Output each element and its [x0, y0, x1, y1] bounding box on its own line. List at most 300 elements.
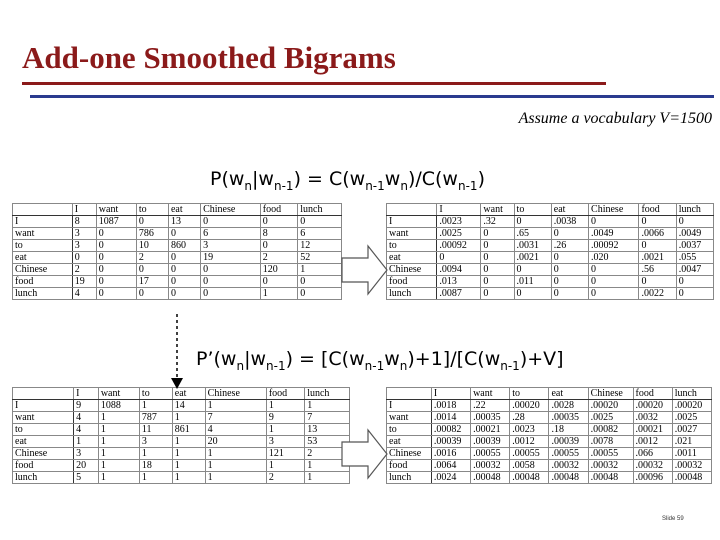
table-row [387, 288, 714, 300]
row-label: I [13, 400, 74, 412]
table-cell: .011 [514, 276, 551, 288]
row-label: want [387, 412, 432, 424]
table-cell: .0025 [437, 228, 481, 240]
title-rule [30, 95, 714, 98]
table-cell: 0 [201, 264, 261, 276]
table-cell: 8 [260, 228, 297, 240]
row-label: eat [13, 252, 73, 264]
table-cell: 1 [98, 448, 139, 460]
column-header: lunch [305, 388, 350, 400]
row-label: Chinese [387, 264, 437, 276]
table-cell: 2 [260, 252, 297, 264]
table-cell: 0 [481, 240, 514, 252]
table-cell: 2 [305, 448, 350, 460]
table-cell: 6 [298, 228, 342, 240]
table-cell: .0078 [588, 436, 633, 448]
table-cell: 0 [298, 288, 342, 300]
table-cell: 1 [172, 412, 205, 424]
table-cell: 1 [98, 460, 139, 472]
row-label: Chinese [13, 448, 74, 460]
table-cell: 0 [514, 216, 551, 228]
table-cell: .00032 [672, 460, 711, 472]
table-row [387, 276, 714, 288]
row-label: food [13, 276, 73, 288]
column-header: lunch [672, 388, 711, 400]
table-cell: 861 [172, 424, 205, 436]
table-cell: 19 [72, 276, 96, 288]
table-cell: .0064 [431, 460, 470, 472]
table-cell: 1088 [98, 400, 139, 412]
table-cell: .00032 [549, 460, 588, 472]
table-row [387, 228, 714, 240]
table-cell: 0 [589, 216, 639, 228]
table-row [387, 460, 712, 472]
table-row [13, 424, 350, 436]
table-row [387, 424, 712, 436]
table-cell: 0 [201, 276, 261, 288]
formula-sub: n [236, 358, 245, 373]
table-cell: 0 [639, 240, 676, 252]
title-underline [22, 82, 606, 85]
table-cell: 1 [266, 424, 304, 436]
table-cell: 1 [266, 460, 304, 472]
table-cell: .00020 [633, 400, 672, 412]
bigram-counts-table [12, 203, 342, 300]
table-row [387, 412, 712, 424]
table-cell: .00035 [471, 412, 510, 424]
row-label: Chinese [13, 264, 73, 276]
table-cell: 0 [639, 216, 676, 228]
table-cell: .00020 [588, 400, 633, 412]
column-header: food [266, 388, 304, 400]
table-cell: .0022 [639, 288, 676, 300]
table-cell: .00020 [672, 400, 711, 412]
table-cell: 7 [205, 412, 266, 424]
table-cell: 0 [551, 276, 588, 288]
table-cell: .00039 [471, 436, 510, 448]
table-cell: .00032 [471, 460, 510, 472]
row-label: lunch [387, 288, 437, 300]
table-cell: .0018 [431, 400, 470, 412]
column-header: eat [551, 204, 588, 216]
row-label: food [13, 460, 74, 472]
table-cell: .65 [514, 228, 551, 240]
table-cell: 1 [305, 472, 350, 484]
table-cell: 11 [139, 424, 172, 436]
column-header: I [72, 204, 96, 216]
table-row [13, 288, 342, 300]
table-cell: .0021 [639, 252, 676, 264]
table-row [387, 240, 714, 252]
row-label: to [13, 424, 74, 436]
column-header [13, 204, 73, 216]
table-cell: 0 [96, 252, 136, 264]
formula-sub: n-1 [364, 358, 385, 373]
table-cell: .0023 [510, 424, 549, 436]
table-cell: 13 [168, 216, 200, 228]
table-cell: 0 [551, 288, 588, 300]
table-cell: .00092 [589, 240, 639, 252]
table-cell: 0 [201, 288, 261, 300]
table-cell: 1 [205, 448, 266, 460]
formula-text: P’(w [196, 348, 237, 370]
table-header-row [387, 388, 712, 400]
table-row [387, 448, 712, 460]
table-cell: 1 [172, 460, 205, 472]
table-cell: 1 [98, 436, 139, 448]
table-header-row [387, 204, 714, 216]
table-cell: .0016 [431, 448, 470, 460]
table-cell: 1 [98, 412, 139, 424]
table-cell: 120 [260, 264, 297, 276]
column-header: to [510, 388, 549, 400]
table-cell: 1 [266, 400, 304, 412]
table-cell: 6 [201, 228, 261, 240]
table-cell: 18 [139, 460, 172, 472]
column-header: lunch [676, 204, 713, 216]
table-row [387, 252, 714, 264]
table-cell: 0 [96, 240, 136, 252]
table-cell: 1 [205, 472, 266, 484]
row-label: I [387, 400, 432, 412]
table-cell: .0031 [514, 240, 551, 252]
table-row [13, 436, 350, 448]
table-cell: 1 [98, 424, 139, 436]
formula-sub: n-1 [457, 178, 478, 193]
formula-text: P(w [210, 168, 245, 190]
table-cell: 1 [139, 472, 172, 484]
bigram-probabilities-table [386, 203, 714, 300]
row-label: to [387, 240, 437, 252]
row-label: Chinese [387, 448, 432, 460]
table-cell: 0 [676, 276, 713, 288]
table-cell: 19 [201, 252, 261, 264]
slide-title: Add-one Smoothed Bigrams [22, 40, 396, 75]
column-header [13, 388, 74, 400]
table-cell: 0 [481, 228, 514, 240]
table-cell: 14 [172, 400, 205, 412]
table-cell: .0087 [437, 288, 481, 300]
row-label: lunch [13, 472, 74, 484]
table-cell: 1 [172, 472, 205, 484]
formula-text: ) = C(w [293, 168, 366, 190]
table-row [13, 400, 350, 412]
table-cell: 121 [266, 448, 304, 460]
table-cell: 786 [136, 228, 168, 240]
right-arrow-icon [340, 424, 390, 484]
table-cell: .18 [549, 424, 588, 436]
table-cell: .066 [633, 448, 672, 460]
table-cell: 0 [481, 252, 514, 264]
table-cell: .0049 [676, 228, 713, 240]
table-cell: 7 [305, 412, 350, 424]
table-cell: 0 [72, 252, 96, 264]
table-row [387, 400, 712, 412]
table-cell: .0038 [551, 216, 588, 228]
column-header: I [431, 388, 470, 400]
table-cell: .0047 [676, 264, 713, 276]
table-cell: 1 [98, 472, 139, 484]
table-row [13, 240, 342, 252]
row-label: food [387, 276, 437, 288]
column-header: eat [172, 388, 205, 400]
table-cell: 0 [260, 240, 297, 252]
column-header: eat [168, 204, 200, 216]
table-cell: 0 [676, 288, 713, 300]
table-cell: .0027 [672, 424, 711, 436]
table-cell: .013 [437, 276, 481, 288]
row-label: want [13, 412, 74, 424]
formula-text: )/C(w [407, 168, 458, 190]
table-cell: .22 [471, 400, 510, 412]
table-cell: 0 [589, 276, 639, 288]
table-cell: 1 [305, 460, 350, 472]
table-cell: 0 [136, 288, 168, 300]
column-header: eat [549, 388, 588, 400]
slide-number: Slide 59 [662, 516, 684, 522]
table-cell: 0 [96, 228, 136, 240]
table-cell: .055 [676, 252, 713, 264]
row-label: to [387, 424, 432, 436]
table-cell: .00082 [431, 424, 470, 436]
row-label: eat [387, 252, 437, 264]
table-cell: 17 [136, 276, 168, 288]
table-row [13, 460, 350, 472]
formula-sub: n [400, 178, 408, 193]
table-cell: .00096 [633, 472, 672, 484]
table-row [387, 472, 712, 484]
formula-add-one [196, 348, 564, 373]
column-header: Chinese [589, 204, 639, 216]
table-cell: 0 [551, 252, 588, 264]
column-header [387, 388, 432, 400]
table-cell: 0 [437, 252, 481, 264]
row-label: I [387, 216, 437, 228]
table-cell: 0 [136, 216, 168, 228]
column-header: to [514, 204, 551, 216]
table-cell: 3 [139, 436, 172, 448]
table-cell: .020 [589, 252, 639, 264]
table-cell: 0 [260, 216, 297, 228]
table-cell: 1 [305, 400, 350, 412]
table-cell: 4 [72, 288, 96, 300]
table-cell: .00055 [549, 448, 588, 460]
table-cell: .0012 [510, 436, 549, 448]
column-header: want [96, 204, 136, 216]
table-cell: .00082 [588, 424, 633, 436]
table-cell: 1 [260, 288, 297, 300]
table-cell: 0 [551, 228, 588, 240]
table-cell: .00035 [549, 412, 588, 424]
table-header-row [13, 204, 342, 216]
table-cell: .00039 [431, 436, 470, 448]
table-cell: .00020 [510, 400, 549, 412]
row-label: I [13, 216, 73, 228]
table-cell: 3 [266, 436, 304, 448]
down-arrow-icon [170, 314, 184, 390]
table-cell: 0 [639, 276, 676, 288]
table-row [387, 264, 714, 276]
table-row [13, 412, 350, 424]
formula-text: |w [252, 168, 274, 190]
table-cell: 53 [305, 436, 350, 448]
table-cell: 2 [266, 472, 304, 484]
formula-text: w [384, 168, 401, 190]
table-cell: 0 [168, 288, 200, 300]
formula-sub: n-1 [365, 178, 385, 193]
formula-text: ) [477, 168, 485, 190]
column-header: food [633, 388, 672, 400]
table-cell: 1 [172, 436, 205, 448]
table-cell: 0 [514, 264, 551, 276]
formula-sub: n [244, 178, 253, 193]
row-label: eat [387, 436, 432, 448]
table-cell: 0 [260, 276, 297, 288]
table-cell: 10 [136, 240, 168, 252]
table-cell: 787 [139, 412, 172, 424]
table-row [387, 436, 712, 448]
table-cell: 1 [139, 400, 172, 412]
column-header: Chinese [205, 388, 266, 400]
table-cell: .0024 [431, 472, 470, 484]
table-cell: .00055 [510, 448, 549, 460]
table-cell: 0 [589, 288, 639, 300]
column-header: lunch [298, 204, 342, 216]
table-cell: 0 [481, 288, 514, 300]
table-cell: 9 [74, 400, 99, 412]
table-cell: 4 [205, 424, 266, 436]
table-cell: 0 [168, 276, 200, 288]
table-cell: 4 [74, 412, 99, 424]
table-row [13, 216, 342, 228]
table-cell: .00055 [471, 448, 510, 460]
table-cell: 0 [201, 216, 261, 228]
row-label: want [387, 228, 437, 240]
formula-text: ) = [C(w [285, 348, 365, 370]
table-cell: 0 [551, 264, 588, 276]
table-row [13, 448, 350, 460]
table-cell: 5 [74, 472, 99, 484]
table-cell: 0 [168, 228, 200, 240]
table-cell: 0 [168, 252, 200, 264]
table-cell: .28 [510, 412, 549, 424]
table-cell: 0 [589, 264, 639, 276]
table-cell: 0 [96, 276, 136, 288]
column-header: I [74, 388, 99, 400]
formula-sub: n [399, 358, 408, 373]
right-arrow-icon [340, 240, 390, 300]
table-cell: 9 [266, 412, 304, 424]
table-cell: 0 [481, 264, 514, 276]
formula-text: )+V] [519, 348, 564, 370]
table-cell: .00039 [549, 436, 588, 448]
table-cell: .0058 [510, 460, 549, 472]
table-cell: .00055 [588, 448, 633, 460]
table-row [387, 216, 714, 228]
table-cell: .00032 [588, 460, 633, 472]
table-cell: .00048 [549, 472, 588, 484]
table-cell: 1 [205, 400, 266, 412]
column-header: food [639, 204, 676, 216]
table-cell: 0 [298, 276, 342, 288]
table-cell: 0 [168, 264, 200, 276]
table-cell: .0037 [676, 240, 713, 252]
table-cell: .0025 [672, 412, 711, 424]
table-cell: 20 [74, 460, 99, 472]
table-cell: 0 [298, 216, 342, 228]
formula-text: )+1]/[C(w [407, 348, 501, 370]
formula-sub: n-1 [500, 358, 520, 373]
table-cell: .0049 [589, 228, 639, 240]
table-cell: .00048 [510, 472, 549, 484]
table-cell: 52 [298, 252, 342, 264]
table-cell: .021 [672, 436, 711, 448]
table-cell: 0 [676, 216, 713, 228]
table-cell: 1 [74, 436, 99, 448]
table-cell: 2 [136, 252, 168, 264]
table-cell: .0025 [588, 412, 633, 424]
table-cell: .00092 [437, 240, 481, 252]
table-cell: 1 [172, 448, 205, 460]
table-cell: 13 [305, 424, 350, 436]
column-header: to [139, 388, 172, 400]
table-cell: .00048 [672, 472, 711, 484]
table-cell: .0066 [639, 228, 676, 240]
formula-text: w [384, 348, 400, 370]
table-cell: 3 [74, 448, 99, 460]
column-header: Chinese [588, 388, 633, 400]
column-header: to [136, 204, 168, 216]
table-cell: .26 [551, 240, 588, 252]
table-cell: .0032 [633, 412, 672, 424]
table-cell: 0 [514, 288, 551, 300]
table-cell: 3 [201, 240, 261, 252]
table-row [13, 252, 342, 264]
table-cell: .00021 [471, 424, 510, 436]
column-header: I [437, 204, 481, 216]
table-row [13, 228, 342, 240]
formula-text: |w [244, 348, 267, 370]
table-cell: .00021 [633, 424, 672, 436]
table-cell: 0 [136, 264, 168, 276]
table-cell: .00048 [471, 472, 510, 484]
table-cell: .0021 [514, 252, 551, 264]
table-row [13, 264, 342, 276]
column-header: want [98, 388, 139, 400]
row-label: want [13, 228, 73, 240]
row-label: lunch [387, 472, 432, 484]
column-header: want [471, 388, 510, 400]
column-header: food [260, 204, 297, 216]
row-label: eat [13, 436, 74, 448]
table-cell: .0094 [437, 264, 481, 276]
column-header: want [481, 204, 514, 216]
table-cell: 12 [298, 240, 342, 252]
table-cell: .0014 [431, 412, 470, 424]
table-row [13, 276, 342, 288]
table-cell: 3 [72, 240, 96, 252]
table-cell: .00032 [633, 460, 672, 472]
table-cell: 20 [205, 436, 266, 448]
table-cell: .0012 [633, 436, 672, 448]
table-cell: .0028 [549, 400, 588, 412]
table-cell: 1 [298, 264, 342, 276]
table-cell: 0 [96, 288, 136, 300]
smoothed-probabilities-table [386, 387, 712, 484]
formula-mle [210, 168, 485, 193]
row-label: to [13, 240, 73, 252]
table-cell: .0011 [672, 448, 711, 460]
